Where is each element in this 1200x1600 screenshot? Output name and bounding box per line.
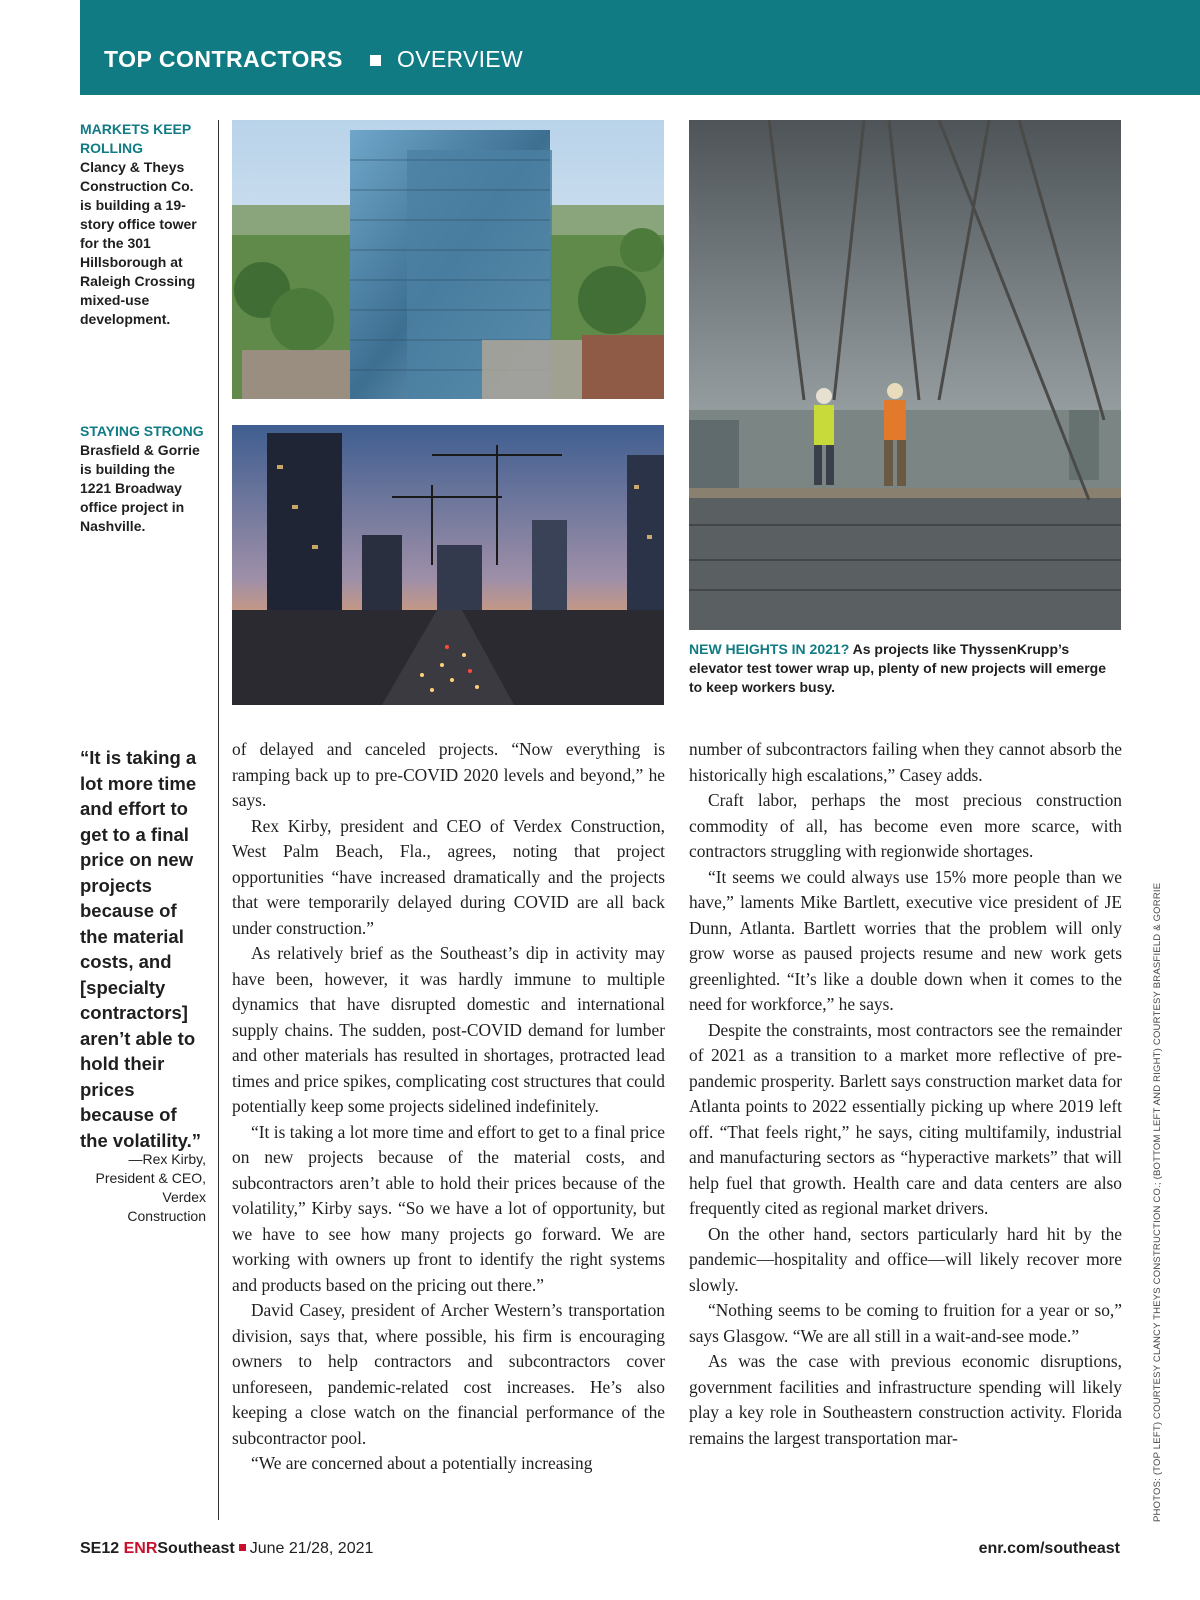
caption-kicker: MARKETS KEEP ROLLING [80,121,191,156]
section-subtitle: OVERVIEW [397,46,523,72]
section-title: TOP CONTRACTORS [104,46,343,72]
caption-new-heights [689,640,1119,697]
caption-text: As projects like ThyssenKrupp’s elevator test tower wrap up, plenty of new projects will emerge to keep workers busy. [689,641,1106,695]
paragraph: David Casey, president of Archer Western’s transportation division, says that, where possible, his firm is encouraging owners to help contractors and subcontractors cover unforeseen, pandemic-related cost increases. He’s also keeping a close watch on the financial performance of the subcontractor pool. [232,1300,665,1448]
brand-enr: ENR [123,1540,158,1557]
paragraph: “Nothing seems to be coming to fruition for a year or so,” says Glasgow. “We are all still in a wait-and-see mode.” [689,1300,1122,1346]
caption-markets [80,120,208,329]
column-divider [218,120,219,1520]
caption-kicker: NEW HEIGHTS IN 2021? [689,641,850,657]
paragraph: “It seems we could always use 15% more people than we have,” laments Mike Bartlett, executive vice president of JE Dunn, Atlanta. Bartlett worries that the problem will only grow worse as paused projects resume and new work gets greenlighted. “It’s like a double down when it comes to the need for workforce,” he says. [689,866,1122,1014]
section-header [80,0,1200,95]
footer-separator-square [239,1544,246,1551]
footer-url[interactable]: enr.com/southeast [978,1540,1120,1557]
paragraph: As relatively brief as the Southeast’s dip in activity may have been, however, it was hardly immune to multiple dynamics that have disrupted domestic and international supply chains. The sudden, post-COVID demand for lumber and other materials has resulted in shortages, protracted lead times and price spikes, complicating cost structures that could potentially keep some projects sidelined indefinitely. [232,943,665,1116]
issue-date: June 21/28, 2021 [249,1540,374,1557]
paragraph: of delayed and canceled projects. “Now everything is ramping back up to pre-COVID 2020 levels and beyond,” he says. [232,739,665,810]
paragraph: As was the case with previous economic disruptions, government facilities and infrastructure spending will likely play a key role in Southeastern construction activity. Florida remains the largest transportation mar- [689,1351,1122,1448]
photo-workers-tower [689,120,1121,630]
paragraph: Despite the constraints, most contractors see the remainder of 2021 as a transition to a market more reflective of pre-pandemic prosperity. Barlett says construction market data for Atlanta points to 2022 essentially picking up where 2019 left off. “That feels right,” he says, citing multifamily, industrial and manufacturing sectors as “hyperactive markets” that will help fuel that growth. Health care and data centers are also frequently cited as regional market drivers. [689,1019,1122,1218]
paragraph: On the other hand, sectors particularly hard hit by the pandemic—hospitality and office—will likely recover more slowly. [689,1223,1122,1295]
paragraph: “We are concerned about a potentially increasing [251,1453,593,1473]
footer-folio [80,1540,373,1558]
article-column-right [689,737,1122,1451]
header-separator-square [370,55,381,66]
caption-staying-strong [80,422,208,536]
paragraph: number of subcontractors failing when they cannot absorb the historically high escalations,” Casey adds. [689,739,1122,785]
caption-kicker: STAYING STRONG [80,423,204,439]
photo-nashville-skyline [232,425,664,705]
photo-office-tower [232,120,664,399]
pull-quote-attribution: —Rex Kirby, President & CEO, Verdex Construction [95,1151,206,1224]
caption-text: Brasfield & Gorrie is building the 1221 Broadway office project in Nashville. [80,442,200,534]
caption-text: Clancy & Theys Construction Co. is building a 19-story office tower for the 301 Hillsborough at Raleigh Crossing mixed-use development. [80,159,197,327]
paragraph: “It is taking a lot more time and effort to get to a final price on new projects because of the material costs, and subcontractors aren’t able to hold their prices because of the volatility,” Kirby says. “So we have a lot of opportunity, but we have to see how many projects go forward. We are working with owners up front to identify the right systems and products based on the pricing out there.” [232,1121,665,1295]
photo-credit: PHOTOS: (TOP LEFT) COURTESY CLANCY THEYS CONSTRUCTION CO.; (BOTTOM LEFT AND RIGHT) COURTESY BRASFIELD & GORRIE [1152,882,1163,1522]
brand-region: Southeast [157,1540,235,1557]
article-column-left [232,737,665,1477]
paragraph: Craft labor, perhaps the most precious construction commodity of all, has become even more scarce, with contractors struggling with regionwide shortages. [689,790,1122,861]
page-number: SE12 [80,1540,120,1557]
paragraph: Rex Kirby, president and CEO of Verdex Construction, West Palm Beach, Fla., agrees, noting that project opportunities “have increased dramatically and the projects that were temporarily delayed during COVID are all back under construction.” [232,815,665,938]
pull-quote: “It is taking a lot more time and effort to get to a final price on new projects because of the material costs, and [specialty contractors] aren’t able to hold their prices because of the volatility.” [80,747,201,1151]
